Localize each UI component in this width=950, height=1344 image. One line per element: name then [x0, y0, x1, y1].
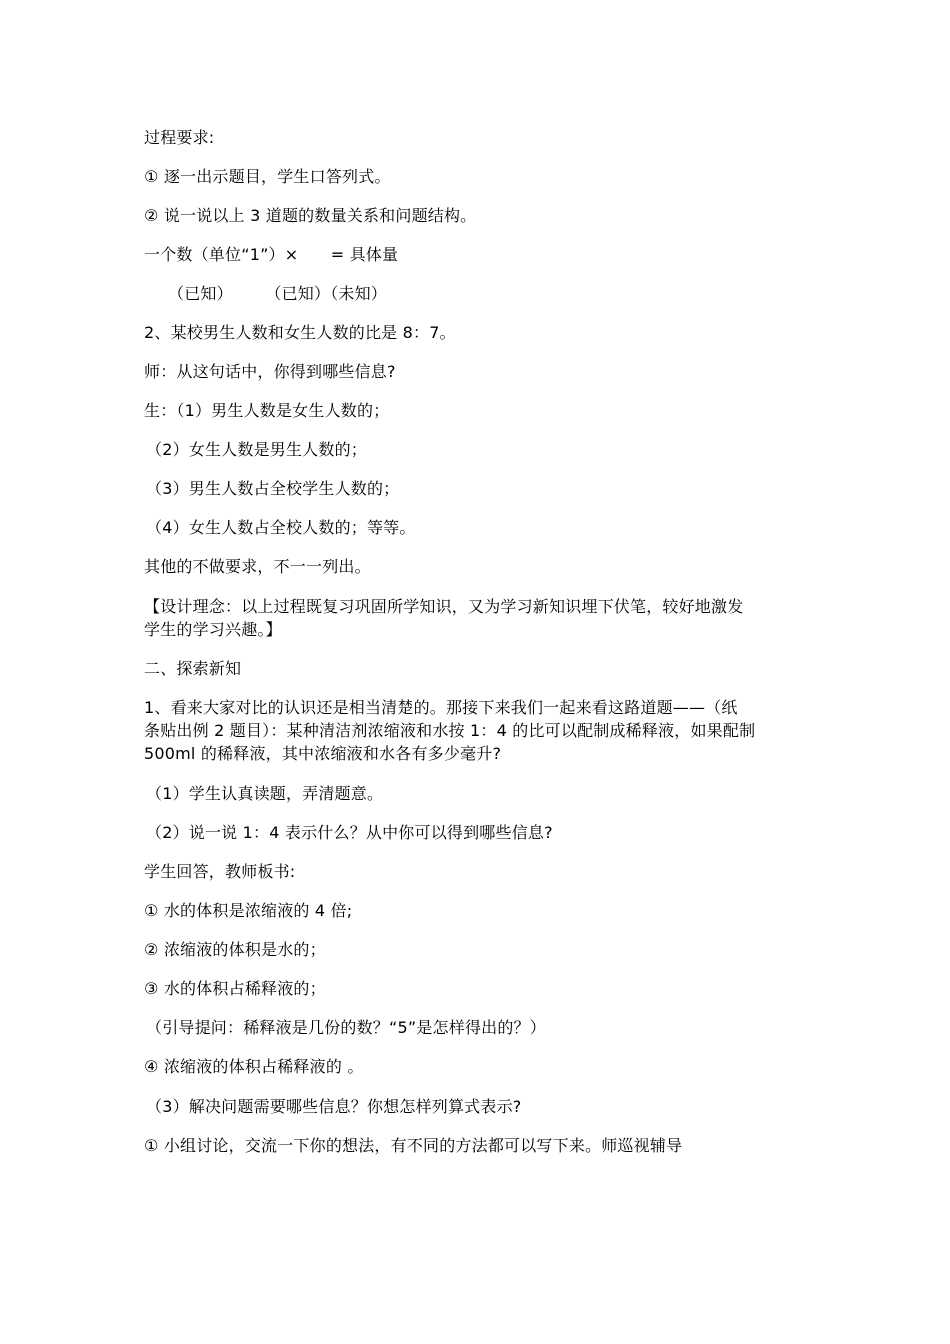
text-line: （3）男生人数占全校学生人数的； [146, 479, 400, 498]
text-line: ① 水的体积是浓缩液的 4 倍; [144, 901, 353, 920]
text-line: （2）说一说 1：4 表示什么？从中你可以得到哪些信息? [146, 823, 553, 842]
text-line: 学生的学习兴趣。】 [144, 620, 282, 639]
text-line: 1、看来大家对比的认识还是相当清楚的。那接下来我们一起来看这路道题——（纸 [144, 698, 738, 717]
text-line: （2）女生人数是男生人数的； [146, 440, 367, 459]
text-line: 生：（1）男生人数是女生人数的； [144, 401, 390, 420]
text-line: 其他的不做要求，不一一列出。 [144, 557, 371, 576]
text-line: ④ 浓缩液的体积占稀释液的 。 [144, 1057, 364, 1076]
text-line: （1）学生认真读题，弄清题意。 [146, 784, 384, 803]
text-line: 一个数（单位“1”）× = 具体量 [144, 245, 399, 264]
text-line: ③ 水的体积占稀释液的； [144, 979, 326, 998]
text-line: （已知） （已知）（未知） [168, 284, 388, 303]
text-line: （3）解决问题需要哪些信息？你想怎样列算式表示? [146, 1097, 522, 1116]
text-line: 2、某校男生人数和女生人数的比是 8：7。 [144, 323, 456, 342]
text-line: ② 浓缩液的体积是水的； [144, 940, 326, 959]
text-line: ① 逐一出示题目，学生口答列式。 [144, 167, 391, 186]
text-line: 过程要求: [144, 128, 215, 147]
text-line: 条贴出例 2 题目）：某种清洁剂浓缩液和水按 1：4 的比可以配制成稀释液，如果配制 [144, 721, 756, 740]
text-line: ① 小组讨论，交流一下你的想法，有不同的方法都可以写下来。师巡视辅导 [144, 1136, 683, 1155]
text-line: 【设计理念：以上过程既复习巩固所学知识，又为学习新知识埋下伏笔，较好地激发 [144, 597, 744, 616]
text-line: ② 说一说以上 3 道题的数量关系和问题结构。 [144, 206, 477, 225]
text-line: 500ml 的稀释液，其中浓缩液和水各有多少毫升? [144, 744, 502, 763]
text-line: 学生回答，教师板书: [144, 862, 296, 881]
text-line: （4）女生人数占全校人数的；等等。 [146, 518, 416, 537]
text-line: （引导提问：稀释液是几份的数？“5”是怎样得出的？） [146, 1018, 546, 1037]
section-heading: 二、探索新知 [144, 659, 242, 678]
text-line: 师：从这句话中，你得到哪些信息? [144, 362, 396, 381]
